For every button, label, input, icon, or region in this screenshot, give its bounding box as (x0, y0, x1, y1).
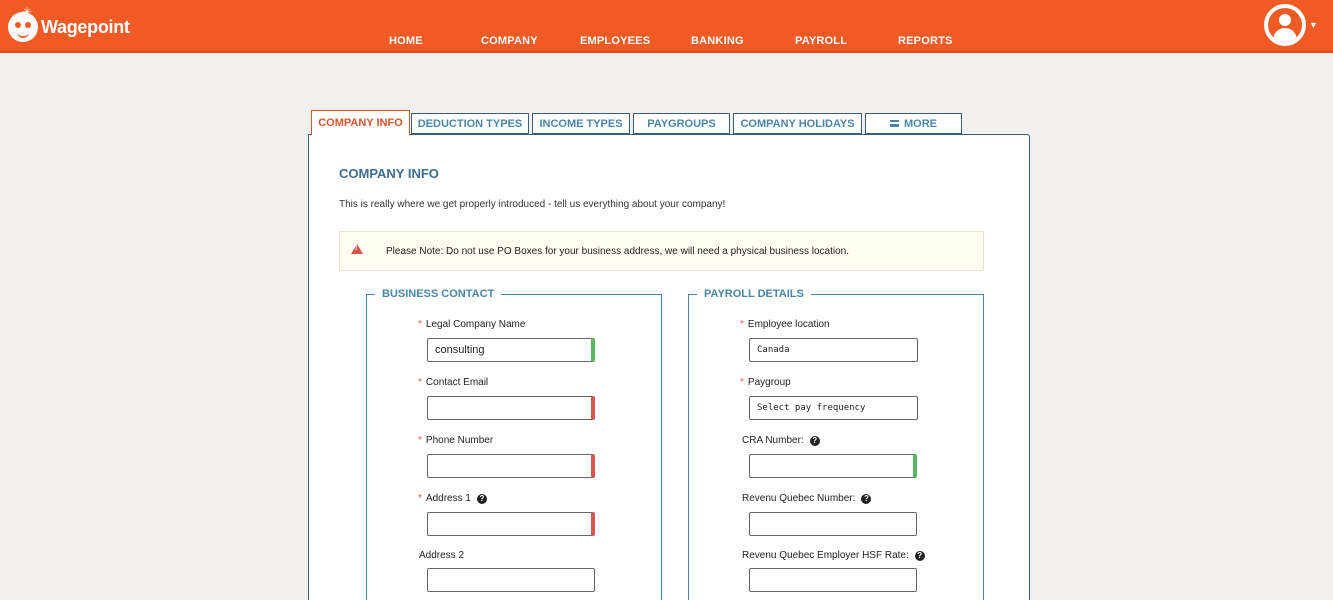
cra-number-input[interactable] (749, 454, 917, 478)
employee-location-label: * Employee location (740, 319, 830, 330)
nav-item-payroll[interactable]: PAYROLL (795, 35, 848, 47)
warning-note (339, 231, 984, 271)
tab-label: INCOME TYPES (539, 117, 623, 130)
paygroup-select[interactable]: Select pay frequency (749, 396, 918, 420)
address-1-label: * Address 1 ? (418, 493, 487, 504)
wagepoint-logo-icon: ✳ (8, 12, 38, 42)
contact-email-input[interactable] (427, 396, 595, 420)
tab-label: COMPANY INFO (318, 117, 403, 129)
note-text: Please Note: Do not use PO Boxes for your business address, we will need a physical business location. (386, 246, 850, 257)
payroll-details-section (688, 288, 984, 600)
user-icon (1268, 8, 1302, 42)
page-title: COMPANY INFO (339, 166, 439, 181)
chevron-down-icon[interactable]: ▼ (1309, 20, 1318, 30)
tab-label: DEDUCTION TYPES (417, 117, 523, 130)
help-icon[interactable]: ? (810, 436, 820, 446)
contact-email-label: * Contact Email (418, 377, 489, 388)
required-asterisk: * (740, 319, 744, 330)
required-asterisk: * (418, 493, 422, 504)
menu-icon (890, 120, 899, 127)
company-info-panel (308, 134, 1030, 600)
required-asterisk: * (418, 377, 422, 388)
revenu-quebec-number-input[interactable] (749, 512, 917, 536)
user-avatar[interactable] (1264, 4, 1306, 46)
address-2-input[interactable] (427, 568, 595, 592)
intro-text: This is really where we get properly introduced - tell us everything about your company! (339, 199, 726, 210)
hsf-rate-input[interactable] (749, 568, 917, 592)
nav-item-employees[interactable]: EMPLOYEES (580, 35, 651, 47)
tab-label: PAYGROUPS (647, 117, 716, 130)
legal-company-name-input[interactable] (427, 338, 595, 362)
tab-label: COMPANY HOLIDAYS (740, 117, 855, 130)
tab-company-holidays[interactable] (733, 113, 862, 134)
warning-icon (351, 244, 363, 254)
tab-deduction-types[interactable] (411, 113, 529, 134)
business-contact-section (366, 288, 662, 600)
top-bar (0, 0, 1333, 53)
tab-company-info[interactable] (311, 110, 410, 135)
legal-company-name-label: * Legal Company Name (418, 319, 526, 330)
address-1-input[interactable] (427, 512, 595, 536)
brand-name: Wagepoint (41, 16, 130, 37)
nav-item-reports[interactable]: REPORTS (898, 35, 953, 47)
nav-item-home[interactable]: HOME (389, 35, 423, 47)
required-asterisk: * (418, 319, 422, 330)
section-legend: PAYROLL DETAILS (697, 288, 811, 300)
required-asterisk: * (418, 435, 422, 446)
revenu-quebec-number-label: Revenu Quebec Number: ? (742, 493, 871, 504)
tab-label: MORE (904, 117, 937, 130)
section-legend: BUSINESS CONTACT (375, 288, 501, 300)
main-nav (0, 35, 1333, 49)
nav-item-banking[interactable]: BANKING (691, 35, 744, 47)
phone-number-label: * Phone Number (418, 435, 494, 446)
tab-paygroups[interactable] (633, 113, 730, 134)
cra-number-label: CRA Number: ? (742, 435, 820, 446)
paygroup-label: * Paygroup (740, 377, 791, 388)
tab-income-types[interactable] (532, 113, 630, 134)
nav-item-company[interactable]: COMPANY (481, 35, 538, 47)
phone-number-input[interactable] (427, 454, 595, 478)
address-2-label: Address 2 (419, 550, 465, 561)
help-icon[interactable]: ? (915, 551, 925, 561)
help-icon[interactable]: ? (861, 494, 871, 504)
employee-location-select[interactable]: Canada (749, 338, 918, 362)
required-asterisk: * (740, 377, 744, 388)
hsf-rate-label: Revenu Quebec Employer HSF Rate: ? (742, 550, 925, 561)
tab-more[interactable] (865, 113, 962, 134)
help-icon[interactable]: ? (477, 494, 487, 504)
